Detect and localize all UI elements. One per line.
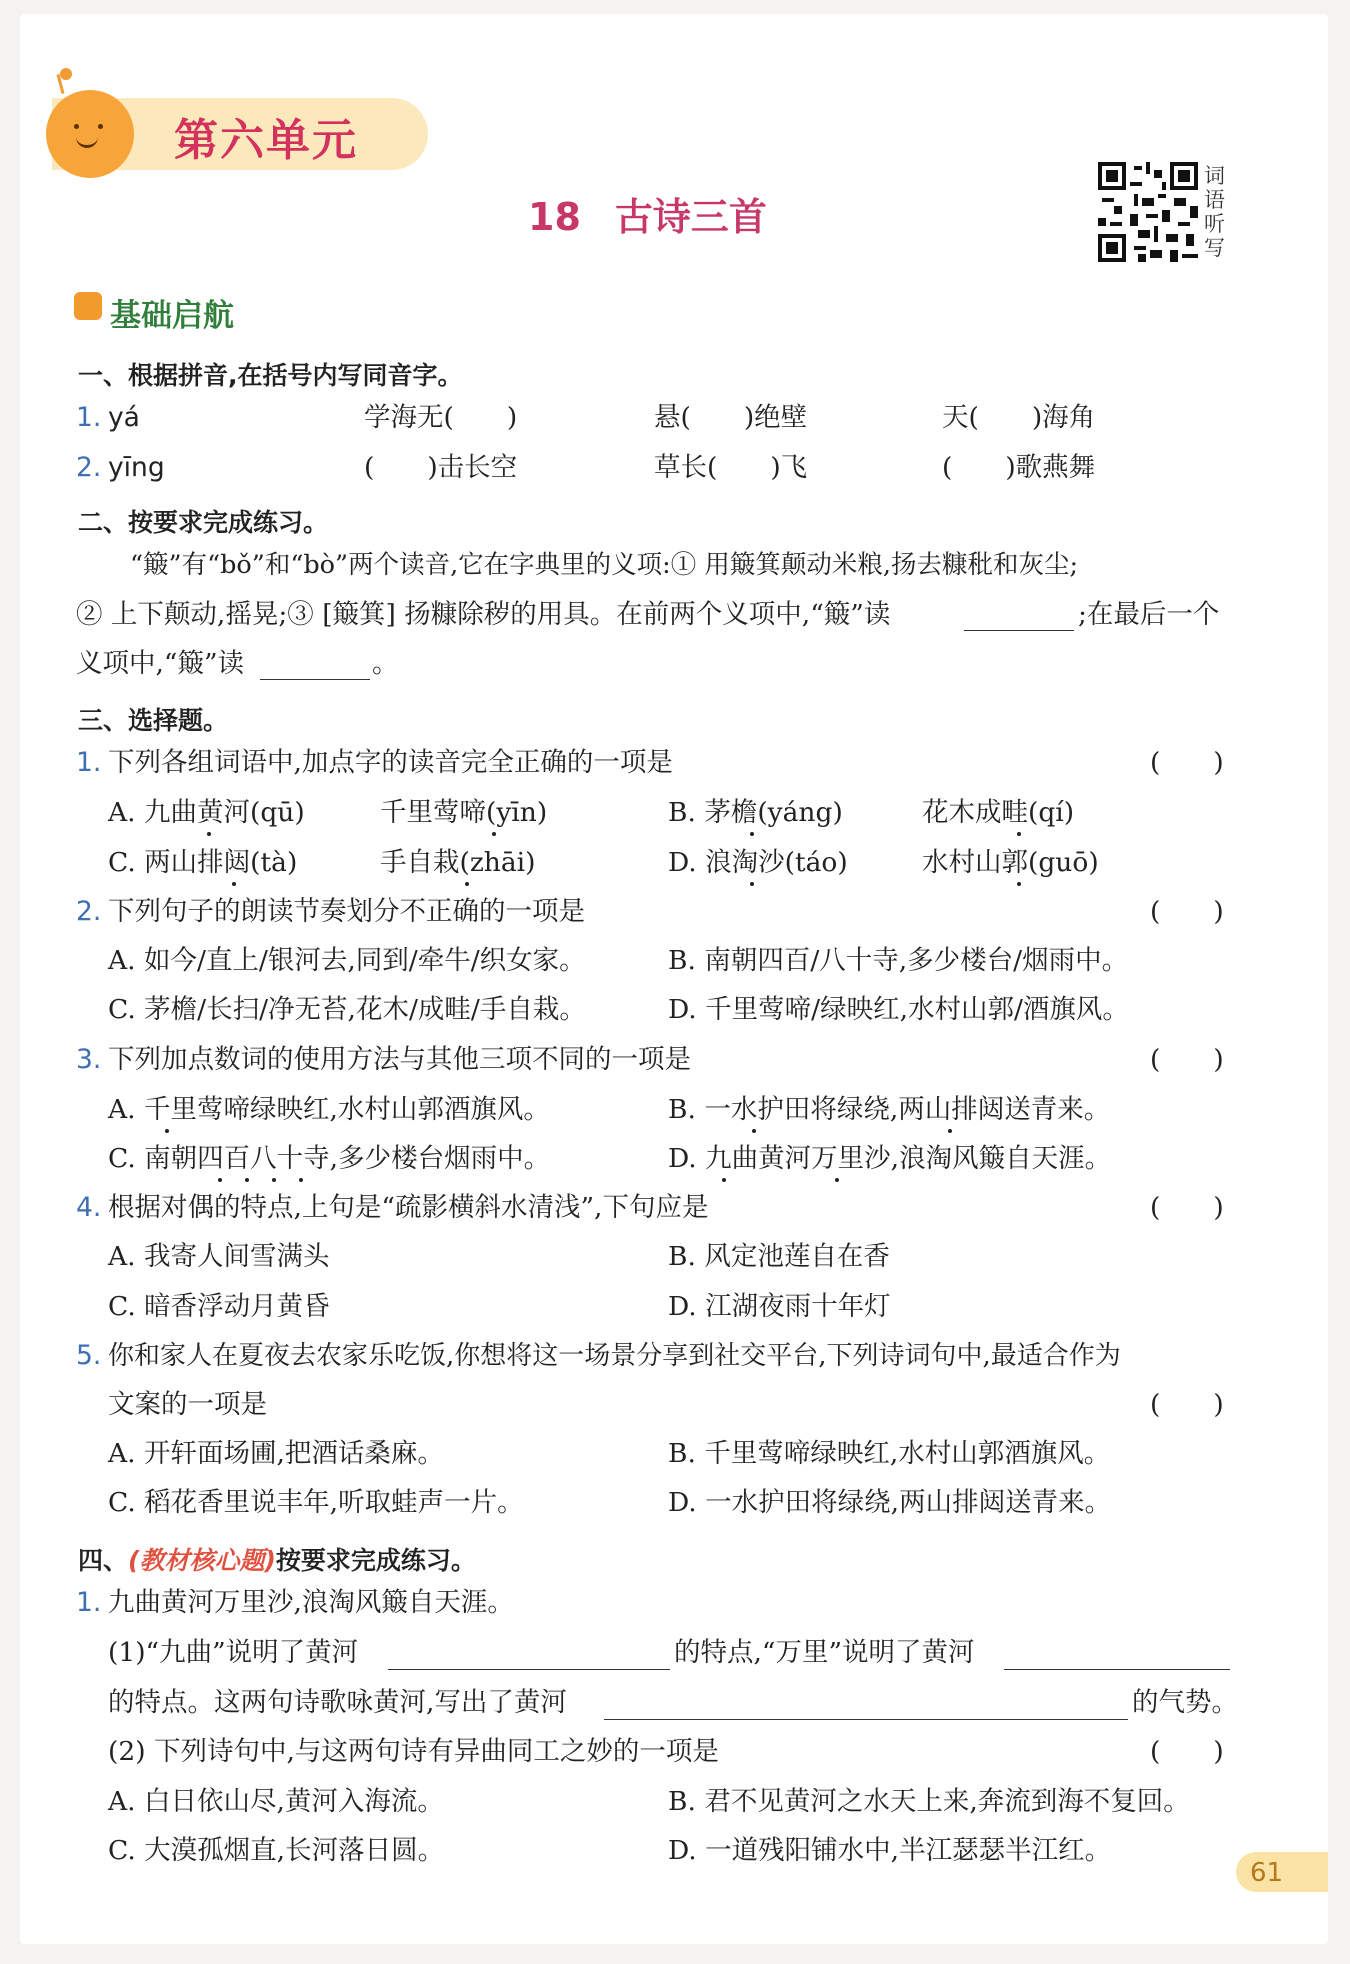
part2-blank1[interactable]	[964, 630, 1074, 631]
part4-heading	[78, 1541, 476, 1577]
section-title: 基础启航	[110, 298, 234, 334]
emphasis-dot	[835, 1178, 839, 1182]
part2-line2a: ② 上下颠动,摇晃;③ [簸箕] 扬糠除秽的用具。在前两个义项中,“簸”读	[76, 599, 891, 630]
q2-option-a: A. 如今/直上/银河去,同到/牵牛/织女家。	[108, 945, 586, 976]
lesson-name: 古诗三首	[614, 195, 767, 239]
p1-row1-num: 1.	[76, 402, 102, 433]
emphasis-dot	[465, 882, 469, 886]
p4-q1-option-c: C. 大漠孤烟直,长河落日圆。	[108, 1835, 445, 1866]
q3-stem: 下列加点数词的使用方法与其他三项不同的一项是	[108, 1044, 691, 1075]
p4-q1-sub2: (2) 下列诗句中,与这两句诗有异曲同工之妙的一项是	[108, 1736, 719, 1767]
qr-caption: 词语听写	[1204, 164, 1225, 260]
section-icon	[74, 292, 102, 320]
emphasis-dot	[272, 1178, 276, 1182]
q4-answer-paren[interactable]: ( )	[1150, 1192, 1224, 1223]
p4-blank3[interactable]	[604, 1719, 1128, 1720]
p4-q1-sub1-d: 的气势。	[1132, 1687, 1238, 1718]
q1-answer-paren[interactable]: ( )	[1150, 747, 1224, 778]
part2-line3a: 义项中,“簸”读	[76, 648, 245, 679]
p4-q1-option-b: B. 君不见黄河之水天上来,奔流到海不复回。	[668, 1786, 1190, 1817]
q4-option-c: C. 暗香浮动月黄昏	[108, 1291, 330, 1322]
mascot-antenna-ball	[60, 68, 72, 80]
emphasis-dot	[750, 882, 754, 886]
q1-option-a1: A. 九曲黄河(qū)	[108, 797, 305, 828]
q3-option-c: C. 南朝四百八十寺,多少楼台烟雨中。	[108, 1143, 551, 1174]
q5-option-c: C. 稻花香里说丰年,听取蛙声一片。	[108, 1487, 524, 1518]
p4-q1-sub1-a: (1)“九曲”说明了黄河	[108, 1637, 359, 1668]
q4-option-b: B. 风定池莲自在香	[668, 1241, 890, 1272]
p1-row1-item2: 悬( )绝壁	[654, 402, 808, 433]
q4-num: 4.	[76, 1192, 102, 1223]
page-number-badge	[1236, 1852, 1328, 1892]
q4-stem: 根据对偶的特点,上句是“疏影横斜水清浅”,下句应是	[108, 1192, 709, 1223]
p1-row2-pinyin: yīng	[108, 452, 165, 483]
p4-q1-sub1-c: 的特点。这两句诗歌咏黄河,写出了黄河	[108, 1687, 567, 1718]
emphasis-dot	[1017, 882, 1021, 886]
emphasis-dot	[218, 1178, 222, 1182]
p4-q1-option-d: D. 一道残阳铺水中,半江瑟瑟半江红。	[668, 1835, 1112, 1866]
emphasis-dot	[752, 1129, 756, 1133]
p4-q1-poem: 九曲黄河万里沙,浪淘风簸自天涯。	[108, 1587, 514, 1618]
q5-answer-paren[interactable]: ( )	[1150, 1389, 1224, 1420]
p1-row2-item2: 草长( )飞	[654, 452, 808, 483]
q3-option-a: A. 千里莺啼绿映红,水村山郭酒旗风。	[108, 1094, 550, 1125]
q3-num: 3.	[76, 1044, 102, 1075]
emphasis-dot	[492, 832, 496, 836]
emphasis-dot	[165, 1129, 169, 1133]
p1-row2-item3: ( )歌燕舞	[942, 452, 1096, 483]
part2-line2b: ;在最后一个	[1078, 599, 1220, 630]
emphasis-dot	[722, 1178, 726, 1182]
q3-answer-paren[interactable]: ( )	[1150, 1044, 1224, 1075]
p4-q1-answer-paren[interactable]: ( )	[1150, 1736, 1224, 1767]
q5-option-a: A. 开轩面场圃,把酒话桑麻。	[108, 1438, 444, 1469]
q4-option-a: A. 我寄人间雪满头	[108, 1241, 330, 1272]
q2-answer-paren[interactable]: ( )	[1150, 896, 1224, 927]
unit-title: 第六单元	[174, 115, 358, 166]
part4-heading-prefix: 四、	[78, 1546, 129, 1575]
q2-stem: 下列句子的朗读节奏划分不正确的一项是	[108, 896, 585, 927]
part2-heading: 二、按要求完成练习。	[78, 508, 329, 537]
lesson-number: 18	[528, 195, 581, 239]
q2-option-c: C. 茅檐/长扫/净无苔,花木/成畦/手自栽。	[108, 994, 586, 1025]
p4-blank1[interactable]	[388, 1669, 670, 1670]
p4-q1-sub1-b: 的特点,“万里”说明了黄河	[674, 1637, 975, 1668]
q1-num: 1.	[76, 747, 102, 778]
emphasis-dot	[1017, 832, 1021, 836]
mascot-sun-icon	[46, 90, 134, 178]
lesson-title	[528, 186, 767, 241]
q1-option-c2: 手自栽(zhāi)	[380, 847, 536, 878]
emphasis-dot	[750, 832, 754, 836]
part4-heading-text: 按要求完成练习。	[275, 1546, 476, 1575]
q5-option-b: B. 千里莺啼绿映红,水村山郭酒旗风。	[668, 1438, 1111, 1469]
emphasis-dot	[299, 1178, 303, 1182]
part2-line1: “簸”有“bǒ”和“bò”两个读音,它在字典里的义项:① 用簸箕颠动米粮,扬去糠秕和灰尘;	[130, 550, 1079, 580]
p4-q1-option-a: A. 白日依山尽,黄河入海流。	[108, 1786, 444, 1817]
emphasis-dot	[207, 832, 211, 836]
emphasis-dot	[245, 1178, 249, 1182]
q2-option-d: D. 千里莺啼/绿映红,水村山郭/酒旗风。	[668, 994, 1129, 1025]
p1-row2-item1: ( )击长空	[364, 452, 518, 483]
q1-stem: 下列各组词语中,加点字的读音完全正确的一项是	[108, 747, 673, 778]
q5-num: 5.	[76, 1340, 102, 1371]
part3-heading: 三、选择题。	[78, 706, 229, 735]
q1-option-b1: B. 茅檐(yáng)	[668, 797, 843, 828]
p1-row1-pinyin: yá	[108, 402, 140, 433]
q1-option-d1: D. 浪淘沙(táo)	[668, 847, 848, 878]
q4-option-d: D. 江湖夜雨十年灯	[668, 1291, 891, 1322]
part1-heading: 一、根据拼音,在括号内写同音字。	[78, 361, 463, 390]
q1-option-d2: 水村山郭(guō)	[922, 847, 1099, 878]
q1-option-c1: C. 两山排闼(tà)	[108, 847, 298, 878]
q1-option-b2: 花木成畦(qí)	[922, 797, 1075, 828]
part2-blank2[interactable]	[260, 679, 370, 680]
page-number: 61	[1250, 1858, 1284, 1888]
p1-row1-item1: 学海无( )	[364, 402, 518, 433]
p4-q1-num: 1.	[76, 1587, 102, 1618]
qr-code-icon[interactable]	[1098, 162, 1198, 262]
q5-stem-line2: 文案的一项是	[108, 1389, 267, 1420]
q5-option-d: D. 一水护田将绿绕,两山排闼送青来。	[668, 1487, 1112, 1518]
emphasis-dot	[232, 882, 236, 886]
core-question-tag: (教材核心题)	[128, 1546, 276, 1575]
q3-option-b: B. 一水护田将绿绕,两山排闼送青来。	[668, 1094, 1111, 1125]
p1-row2-num: 2.	[76, 452, 102, 483]
p4-blank2[interactable]	[1004, 1669, 1230, 1670]
q2-num: 2.	[76, 896, 102, 927]
q3-option-d: D. 九曲黄河万里沙,浪淘风簸自天涯。	[668, 1143, 1112, 1174]
part2-line3b: 。	[372, 648, 399, 679]
q2-option-b: B. 南朝四百/八十寺,多少楼台/烟雨中。	[668, 945, 1129, 976]
p1-row1-item3: 天( )海角	[942, 402, 1096, 433]
emphasis-dot	[948, 1129, 952, 1133]
q1-option-a2: 千里莺啼(yīn)	[380, 797, 548, 828]
q5-stem-line1: 你和家人在夏夜去农家乐吃饭,你想将这一场景分享到社交平台,下列诗词句中,最适合作为	[108, 1341, 1121, 1371]
